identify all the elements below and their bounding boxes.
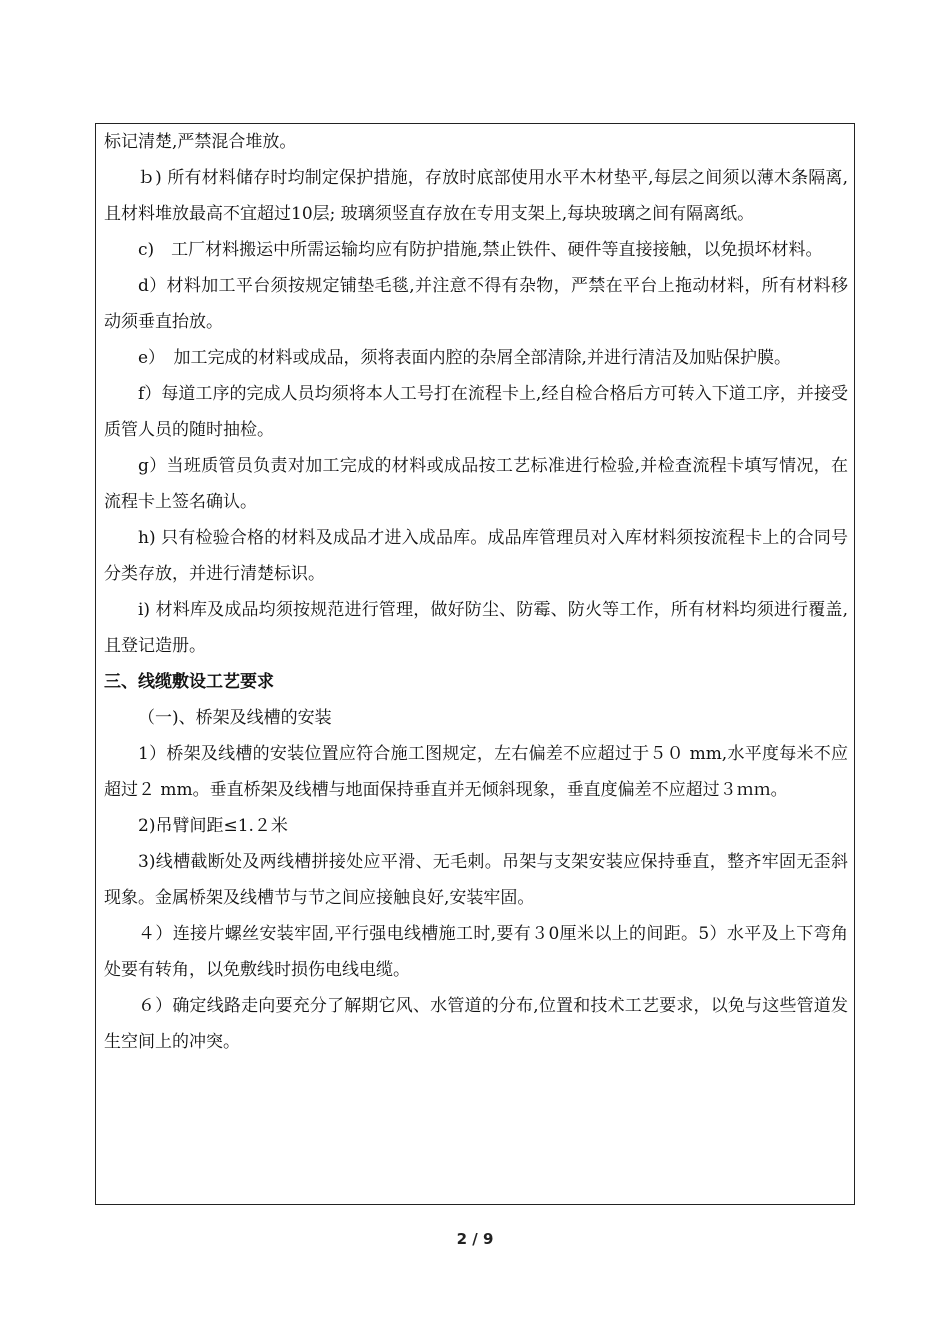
section-heading: 三、线缆敷设工艺要求 <box>104 672 274 692</box>
page-number: 2 / 9 <box>456 1230 494 1248</box>
paragraph: ｂ) 所有材料储存时均制定保护措施，存放时底部使用水平木材垫平,每层之间须以薄木条隔离,且材料堆放最高不宜超过10层; 玻璃须竖直存放在专用支架上,每块玻璃之间有隔离纸。 <box>104 168 848 224</box>
document-body <box>104 124 848 1060</box>
paragraph: g）当班质管员负责对加工完成的材料或成品按工艺标准进行检验,并检查流程卡填写情况，在流程卡上签名确认。 <box>104 456 848 512</box>
paragraph: h) 只有检验合格的材料及成品才进入成品库。成品库管理员对入库材料须按流程卡上的合同号分类存放，并进行清楚标识。 <box>104 528 848 584</box>
list-item: 3)线槽截断处及两线槽拼接处应平滑、无毛刺。吊架与支架安装应保持垂直，整齐牢固无歪斜现象。金属桥架及线槽节与节之间应接触良好,安装牢固。 <box>104 852 848 908</box>
content-frame <box>95 123 855 1205</box>
paragraph: d）材料加工平台须按规定铺垫毛毯,并注意不得有杂物，严禁在平台上拖动材料，所有材料移动须垂直抬放。 <box>104 276 848 332</box>
paragraph: 标记清楚,严禁混合堆放。 <box>104 132 297 152</box>
subsection-heading: （一)、桥架及线槽的安装 <box>138 708 332 728</box>
list-item: ４）连接片螺丝安装牢固,平行强电线槽施工时,要有３0厘米以上的间距。5）水平及上下弯角处要有转角，以免敷线时损伤电线电缆。 <box>104 924 848 980</box>
paragraph: f）每道工序的完成人员均须将本人工号打在流程卡上,经自检合格后方可转入下道工序，并接受质管人员的随时抽检。 <box>104 384 848 440</box>
list-item: 1）桥架及线槽的安装位置应符合施工图规定，左右偏差不应超过于５０ mm,水平度每米不应超过２ mm。垂直桥架及线槽与地面保持垂直并无倾斜现象，垂直度偏差不应超过３ｍｍ。 <box>104 744 848 800</box>
paragraph: c) 工厂材料搬运中所需运输均应有防护措施,禁止铁件、硬件等直接接触，以免损坏材料。 <box>138 240 823 260</box>
list-item: 2)吊臂间距≤1.２米 <box>138 816 288 836</box>
list-item: ６）确定线路走向要充分了解期它风、水管道的分布,位置和技术工艺要求，以免与这些管道发生空间上的冲突。 <box>104 996 848 1052</box>
paragraph: i) 材料库及成品均须按规范进行管理，做好防尘、防霉、防火等工作，所有材料均须进行覆盖,且登记造册。 <box>104 600 848 656</box>
paragraph: e） 加工完成的材料或成品，须将表面内腔的杂屑全部清除,并进行清洁及加贴保护膜。 <box>138 348 791 368</box>
